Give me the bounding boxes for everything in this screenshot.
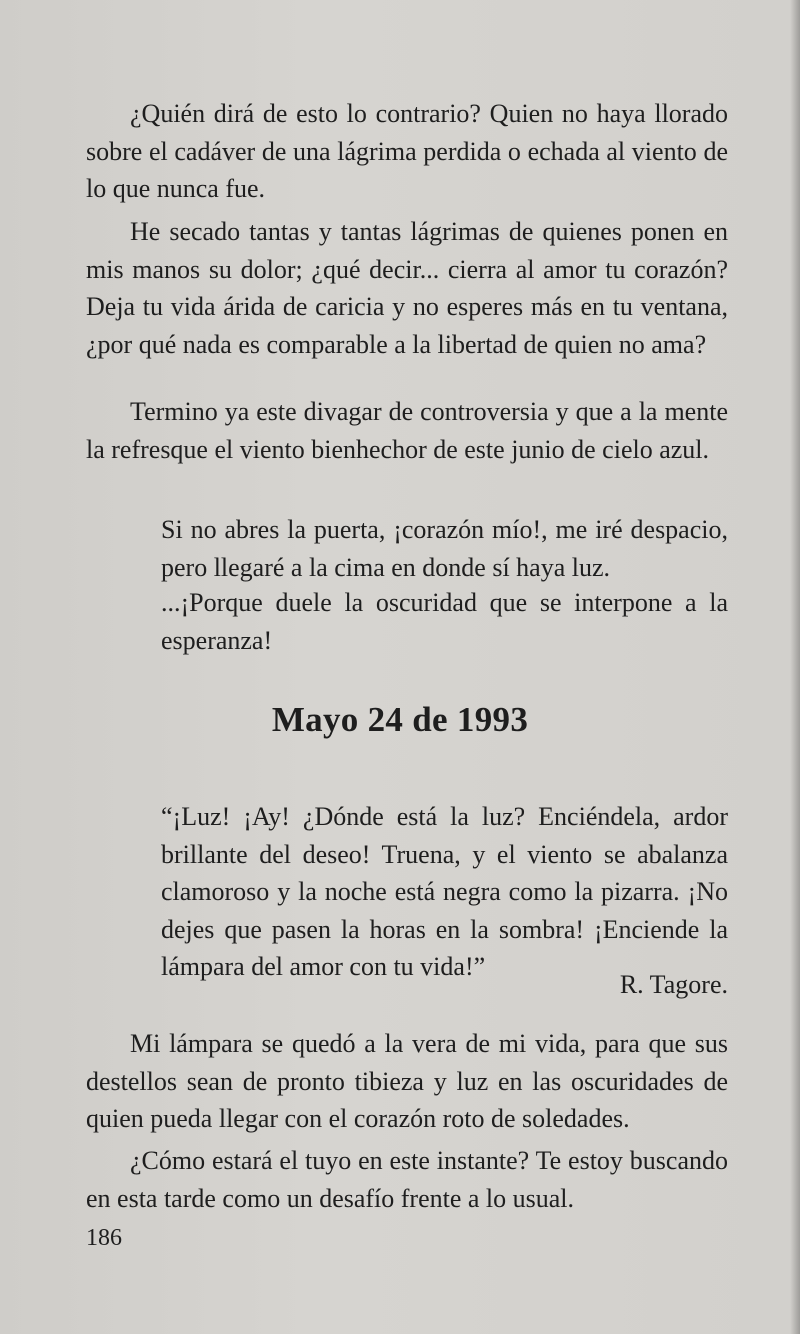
paragraph-6 [86,1025,728,1138]
tagore-quote-text: “¡Luz! ¡Ay! ¿Dónde está la luz? Enciéndela, ardor brillante del deseo! Truena, y el viento se abalanza clamoroso y la noche está negra como la pizarra. ¡No dejes que pasen la horas en la sombra! ¡Enciende la lámpara del amor con tu vida!” [161,802,728,981]
quote-attribution: R. Tagore. [619,970,728,999]
paragraph-5 [161,584,728,659]
paragraph-5-text: ...¡Porque duele la oscuridad que se interpone a la esperanza! [161,588,728,655]
paragraph-2 [86,213,728,363]
paragraph-4-text: Si no abres la puerta, ¡corazón mío!, me iré despacio, pero llegaré a la cima en donde sí haya luz. [161,515,728,582]
page-number: 186 [86,1225,122,1251]
page-edge-shadow [790,0,800,1334]
tagore-quote [161,798,728,986]
paragraph-7 [86,1142,728,1217]
paragraph-6-text: Mi lámpara se quedó a la vera de mi vida, para que sus destellos sean de pronto tibieza y luz en las oscuridades de quien pueda llegar con el corazón roto de soledades. [86,1029,728,1133]
paragraph-3-text: Termino ya este divagar de controversia y que a la mente la refresque el viento bienhechor de este junio de cielo azul. [86,397,728,464]
paragraph-3 [86,393,728,468]
paragraph-7-text: ¿Cómo estará el tuyo en este instante? Te estoy buscando en esta tarde como un desafío frente a lo usual. [86,1146,728,1213]
paragraph-1 [86,95,728,208]
paragraph-2-text: He secado tantas y tantas lágrimas de quienes ponen en mis manos su dolor; ¿qué decir... cierra al amor tu corazón? Deja tu vida árida de caricia y no esperes más en tu ventana, ¿por qué nada es comparable a la libertad de quien no ama? [86,217,728,359]
paragraph-4 [161,511,728,586]
section-heading: Mayo 24 de 1993 [271,700,529,739]
paragraph-1-text: ¿Quién dirá de esto lo contrario? Quien no haya llorado sobre el cadáver de una lágrima perdida o echada al viento de lo que nunca fue. [86,99,728,203]
